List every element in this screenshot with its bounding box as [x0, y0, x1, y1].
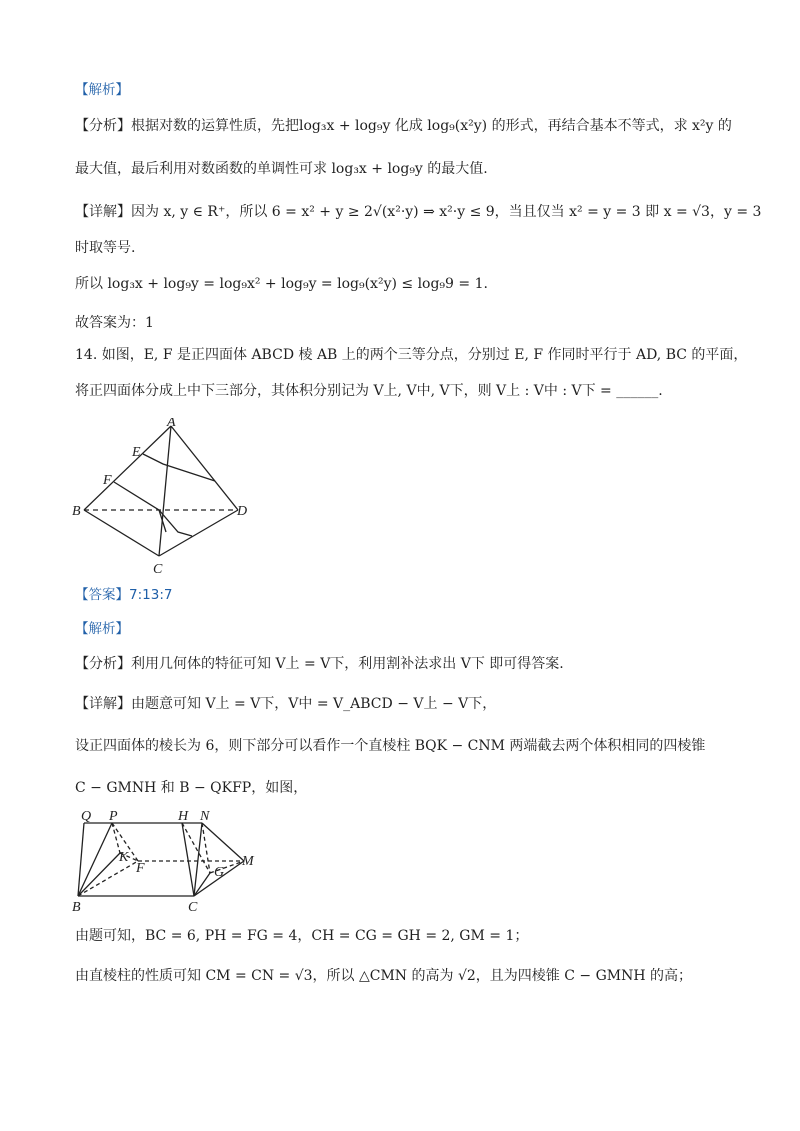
label-E: E — [132, 445, 141, 460]
analysis-line-2: 最大值，最后利用对数函数的单调性可求 log₃x + log₉y 的最大值. — [75, 161, 488, 177]
question-14-line-2: 将正四面体分成上中下三部分，其体积分别记为 V上, V中, V下，则 V上 : V中 : V下 = ______. — [75, 383, 663, 399]
answer-summary: 故答案为：1 — [75, 315, 154, 331]
detail-14-line-3: C − GMNH 和 B − QKFP，如图， — [75, 780, 308, 796]
detail-line-2: 时取等号. — [75, 240, 136, 256]
tetrahedron-figure — [70, 418, 260, 578]
label-B: B — [72, 504, 81, 519]
detail-line-1: 【详解】因为 x, y ∈ R⁺，所以 6 = x² + y ≥ 2√(x²·y) ⇒ x²·y ≤ 9，当且仅当 x² = y = 3 即 x = √3，y = 3 — [75, 204, 762, 220]
label-P2: P — [109, 809, 118, 824]
section-heading-analysis-1: 【解析】 — [75, 82, 129, 98]
answer-heading: 【答案】7:13:7 — [75, 587, 173, 603]
detail-14-line-4: 由题可知，BC = 6, PH = FG = 4，CH = CG = GH = 2, GM = 1； — [75, 928, 529, 944]
analysis-line-1: 【分析】根据对数的运算性质，先把log₃x + log₉y 化成 log₉(x²y) 的形式，再结合基本不等式，求 x²y 的 — [75, 118, 732, 134]
label-K2: K — [119, 850, 129, 865]
section-heading-analysis-2: 【解析】 — [75, 621, 129, 637]
label-C: C — [153, 562, 163, 577]
label-D: D — [237, 504, 248, 519]
prism-figure — [70, 808, 270, 914]
label-N2: N — [200, 809, 210, 824]
question-14-line-1: 14. 如图，E, F 是正四面体 ABCD 棱 AB 上的两个三等分点，分别过 E, F 作同时平行于 AD, BC 的平面， — [75, 347, 748, 363]
label-Q2: Q — [81, 809, 92, 824]
label-G2: G — [214, 865, 225, 880]
label-B2: B — [72, 900, 81, 914]
label-F2: F — [136, 861, 145, 876]
label-F: F — [103, 473, 112, 488]
label-H2: H — [178, 809, 189, 824]
label-M2: M — [242, 854, 254, 869]
detail-14-line-1: 【详解】由题意可知 V上 = V下，V中 = V_ABCD − V上 − V下， — [75, 696, 497, 712]
detail-line-3: 所以 log₃x + log₉y = log₉x² + log₉y = log₉(x²y) ≤ log₉9 = 1. — [75, 276, 488, 292]
detail-14-line-5: 由直棱柱的性质可知 CM = CN = √3，所以 △CMN 的高为 √2，且为四棱锥 C − GMNH 的高； — [75, 968, 693, 984]
label-A: A — [167, 418, 176, 430]
label-C2: C — [188, 900, 198, 914]
analysis-14-line-1: 【分析】利用几何体的特征可知 V上 = V下，利用割补法求出 V下 即可得答案. — [75, 656, 564, 672]
detail-14-line-2: 设正四面体的棱长为 6，则下部分可以看作一个直棱柱 BQK − CNM 两端截去两个体积相同的四棱锥 — [75, 738, 706, 754]
